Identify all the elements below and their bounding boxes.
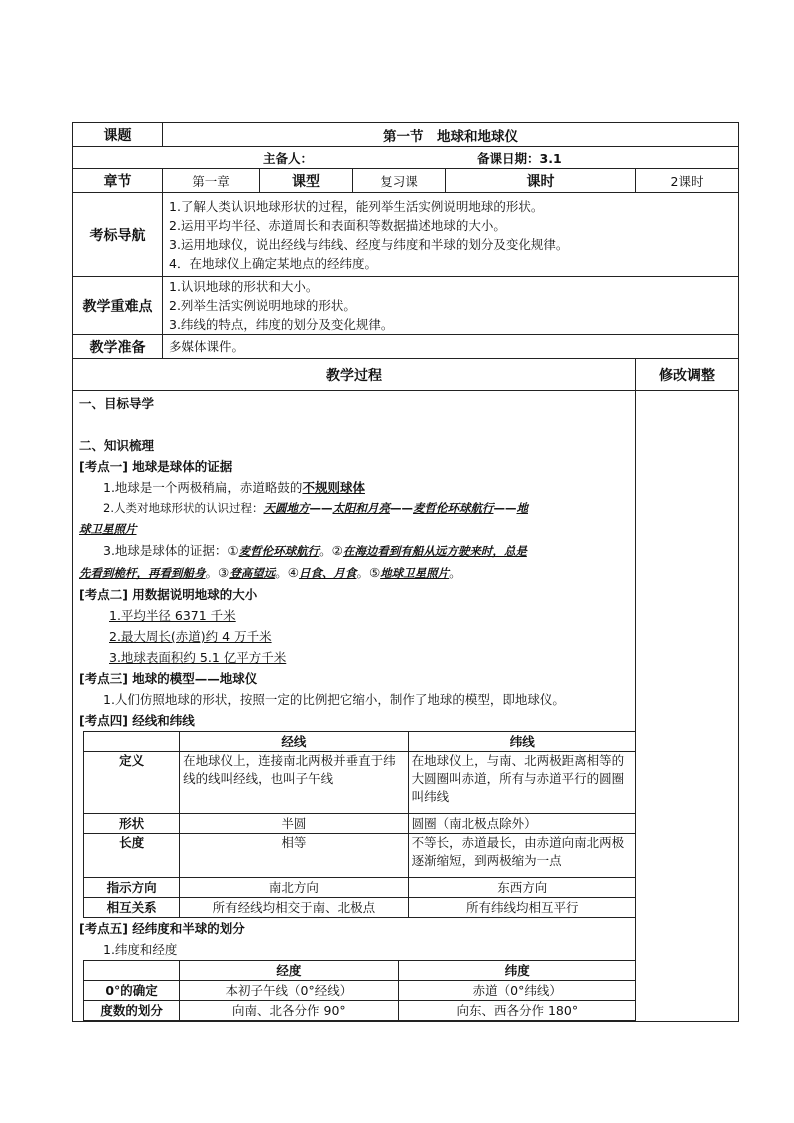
revise-label: 修改调整 (636, 359, 739, 391)
prep-value: 多媒体课件。 (163, 335, 739, 359)
table-row: 形状 半圆 圆圈（南北极点除外） (84, 814, 636, 834)
point1-line2: 2.人类对地球形状的认识过程：天圆地方——太阳和月亮——麦哲伦环球航行——地 (103, 501, 528, 515)
table-header: 经线 (180, 732, 408, 752)
key-points-list (163, 277, 739, 335)
lat-long-table (83, 960, 636, 1021)
point2-title: [考点二] 用数据说明地球的大小 (79, 587, 258, 602)
prep-label: 教学准备 (73, 335, 163, 359)
standards-list (163, 193, 739, 277)
preparer-label: 主备人： (263, 150, 314, 166)
section-knowledge: 二、知识梳理 (79, 438, 155, 453)
point2-item: 1.平均半径 6371 千米 (109, 608, 236, 623)
process-content (73, 391, 636, 1022)
chapter-value: 第一章 (163, 169, 260, 193)
section-goals: 一、目标导学 (79, 396, 155, 411)
point5-title: [考点五] 经纬度和半球的划分 (79, 921, 245, 936)
table-row: 度数的划分 向南、北各分作 90° 向东、西各分作 180° (84, 1001, 636, 1021)
point1-line2-cont: 球卫星照片 (79, 522, 137, 536)
lesson-plan (72, 122, 738, 1022)
point3-text: 1.人们仿照地球的形状，按照一定的比例把它缩小，制作了地球的模型，即地球仪。 (103, 692, 565, 707)
standard-item: 1.了解人类认识地球形状的过程，能列举生活实例说明地球的形状。 (169, 198, 544, 214)
table-row: 指示方向 南北方向 东西方向 (84, 878, 636, 898)
standard-item: 2.运用平均半径、赤道周长和表面积等数据描述地球的大小。 (169, 217, 506, 233)
table-header: 纬度 (398, 961, 635, 981)
table-row: 定义 在地球仪上，连接南北两极并垂直于纬线的线叫经线，也叫子午线 在地球仪上，与南、北两极距离相等的大圆圈叫赤道，所有与赤道平行的圆圈叫纬线 (84, 752, 636, 814)
point4-title: [考点四] 经线和纬线 (79, 713, 195, 728)
key-point-item: 1.认识地球的形状和大小。 (169, 279, 319, 294)
point1-line3: 3.地球是球体的证据：①麦哲伦环球航行。②在海边看到有船从远方驶来时，总是 (103, 543, 527, 558)
type-label: 课型 (260, 169, 353, 193)
table-header-blank (84, 732, 180, 752)
point1-line1: 1.地球是一个两极稍扁，赤道略鼓的不规则球体 (103, 480, 365, 495)
key-point-item: 3.纬线的特点，纬度的划分及变化规律。 (169, 317, 394, 332)
hours-value: 2课时 (636, 169, 739, 193)
table-header-blank (84, 961, 180, 981)
type-value: 复习课 (353, 169, 446, 193)
point1-line3-cont: 先看到桅杆，再看到船身。③登高望远。④日食、月食。⑤地球卫星照片。 (79, 565, 462, 580)
standard-item: 4．在地球仪上确定某地点的经纬度。 (169, 255, 377, 271)
chapter-label: 章节 (73, 169, 163, 193)
table-header: 经度 (180, 961, 398, 981)
point1-title: [考点一] 地球是球体的证据 (79, 459, 233, 474)
lesson-plan-table (72, 122, 739, 1022)
standards-label: 考标导航 (73, 193, 163, 277)
date-label: 备课日期：3.1 (477, 150, 562, 166)
topic-label: 课题 (73, 123, 163, 147)
point2-item: 2.最大周长(赤道)约 4 万千米 (109, 629, 272, 644)
point2-item: 3.地球表面积约 5.1 亿平方千米 (109, 650, 287, 665)
table-row: 相互关系 所有经线均相交于南、北极点 所有纬线均相互平行 (84, 898, 636, 918)
standard-item: 3.运用地球仪，说出经线与纬线、经度与纬度和半球的划分及变化规律。 (169, 236, 569, 252)
table-row: 0°的确定 本初子午线（0°经线） 赤道（0°纬线） (84, 981, 636, 1001)
meridian-parallel-table (83, 731, 636, 918)
point5-subtitle: 1.纬度和经度 (103, 942, 178, 957)
process-label: 教学过程 (73, 359, 636, 391)
key-points-label: 教学重难点 (73, 277, 163, 335)
point3-title: [考点三] 地球的模型——地球仪 (79, 671, 258, 686)
hours-label: 课时 (446, 169, 636, 193)
key-point-item: 2.列举生活实例说明地球的形状。 (169, 298, 356, 313)
preparer-row (73, 147, 739, 169)
revise-column[interactable] (636, 391, 739, 1022)
table-header: 纬线 (408, 732, 635, 752)
table-row: 长度 相等 不等长，赤道最长，由赤道向南北两极逐渐缩短，到两极缩为一点 (84, 834, 636, 878)
topic-title: 第一节 地球和地球仪 (163, 123, 739, 147)
